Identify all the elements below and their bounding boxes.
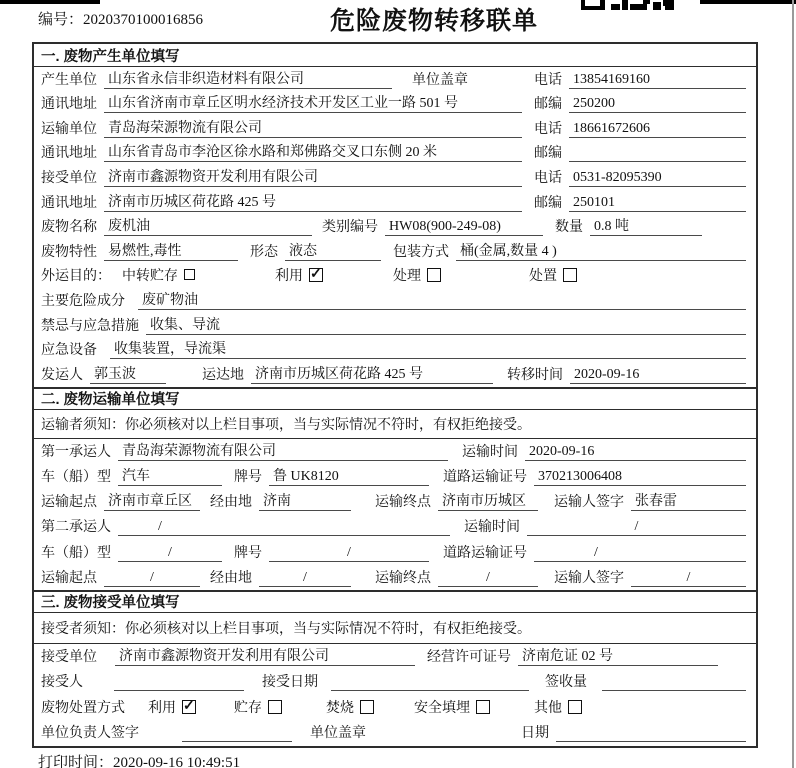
checkbox-icon: [360, 700, 374, 714]
plate-value: 鲁 UK8120: [269, 465, 429, 486]
disposal-option-other: [534, 697, 582, 717]
checkbox-label: 贮存: [234, 700, 262, 716]
phone-label: 电话: [534, 170, 562, 186]
road-permit2-value: /: [534, 545, 746, 562]
packing-label: 包装方式: [393, 244, 449, 260]
route2-row: [34, 565, 756, 590]
origin2-value: /: [104, 570, 200, 587]
transporter-address-row: [34, 141, 756, 166]
checkbox-icon: [268, 700, 282, 714]
license-value: 济南危证 02 号: [518, 645, 718, 666]
leader-signature-value: [182, 725, 292, 742]
serial-number: [38, 8, 203, 29]
form-state-label: 形态: [250, 244, 278, 260]
unit-seal-label: 单位盖章: [412, 72, 468, 88]
address-label: 通讯地址: [41, 195, 97, 211]
waste-name-row: [34, 215, 756, 240]
producer-zip-value: 250200: [569, 96, 746, 113]
checkbox-icon: [427, 268, 441, 282]
purpose-option-treat: [393, 265, 441, 285]
road-permit-value: 370213006408: [534, 469, 746, 486]
first-carrier-row: [34, 439, 756, 464]
receiver-phone-group: [534, 167, 746, 187]
section1-header: 一. 废物产生单位填写: [34, 44, 756, 67]
serial-label: 编号：: [38, 12, 84, 28]
transport-time-label: 运输时间: [462, 444, 518, 460]
transfer-purpose-row: [34, 264, 756, 289]
accept-date-label: 接受日期: [262, 675, 318, 691]
plate-label: 牌号: [234, 470, 262, 486]
via-label: 经由地: [210, 570, 252, 586]
purpose-option-utilize: [275, 265, 323, 285]
first-carrier-value: 青岛海荣源物流有限公司: [118, 440, 448, 461]
endpoint-label: 运输终点: [375, 495, 431, 511]
purpose-option-dispose: [529, 265, 577, 285]
carrier-signature-label: 运输人签字: [554, 570, 624, 586]
emergency-equipment-value: 收集装置，导流渠: [110, 338, 746, 359]
section3-header: 三. 废物接受单位填写: [34, 590, 756, 613]
address-label: 通讯地址: [41, 146, 97, 162]
taboo-measures-label: 禁忌与应急措施: [41, 318, 139, 334]
waste-traits-row: [34, 239, 756, 264]
transporter-zip-group: [534, 142, 746, 162]
qr-code-fragment-icon: [581, 0, 674, 10]
road-permit-label: 道路运输证号: [443, 470, 527, 486]
zip-label: 邮编: [534, 146, 562, 162]
producer-phone-value: 13854169160: [569, 72, 746, 89]
checkbox-label: 安全填埋: [414, 700, 470, 716]
route-row: [34, 489, 756, 514]
sign-date-value: [556, 725, 746, 742]
destination-value: 济南市历城区荷花路 425 号: [251, 363, 493, 384]
receiver-zip-value: 250101: [569, 195, 746, 212]
carrier-signature-label: 运输人签字: [554, 495, 624, 511]
phone-label: 电话: [534, 72, 562, 88]
hazard-components-value: 废矿物油: [138, 289, 746, 310]
waste-traits-label: 废物特性: [41, 244, 97, 260]
sign-date-label: 日期: [521, 726, 549, 742]
form-title: 危险废物转移联单: [330, 7, 539, 35]
recipient-value: [114, 674, 244, 691]
category-label: 类别编号: [322, 220, 378, 236]
road-permit-label: 道路运输证号: [443, 545, 527, 561]
taboo-measures-value: 收集、导流: [146, 314, 746, 335]
checkbox-label: 焚烧: [326, 700, 354, 716]
producer-address-row: [34, 92, 756, 117]
via-value: 济南: [259, 490, 351, 511]
receiver-address-row: [34, 190, 756, 215]
packing-value: 桶(金属,数量 4 ): [456, 240, 746, 261]
producer-phone-group: [534, 69, 746, 89]
transfer-time-label: 转移时间: [507, 367, 563, 383]
endpoint2-value: /: [438, 570, 538, 587]
checkbox-label: 其他: [534, 700, 562, 716]
receiver-phone-value: 0531-82095390: [569, 170, 746, 187]
producer-row: [34, 67, 756, 92]
unit-seal-label: 单位盖章: [310, 726, 366, 742]
transporter-notice: 运输者须知：你必须核对以上栏目事项，当与实际情况不符时，有权拒绝接受。: [34, 410, 756, 439]
producer-zip-group: [534, 93, 746, 113]
transporter-value: 青岛海荣源物流有限公司: [104, 117, 522, 138]
hazard-components-row: [34, 288, 756, 313]
sender-row: [34, 362, 756, 387]
waste-name-value: 废机油: [104, 215, 312, 236]
disposal-method-label: 废物处置方式: [41, 700, 125, 716]
checkbox-label: 利用: [148, 700, 176, 716]
checkbox-checked-icon: [309, 268, 323, 282]
vehicle-type-label: 车（船）型: [41, 545, 111, 561]
endpoint-value: 济南市历城区: [438, 490, 538, 511]
transporter-phone-value: 18661672606: [569, 121, 746, 138]
plate-label: 牌号: [234, 545, 262, 561]
quantity-value: 0.8 吨: [590, 215, 702, 236]
transporter-address-value: 山东省青岛市李沧区徐水路和郑佛路交叉口东侧 20 米: [104, 141, 522, 162]
origin-label: 运输起点: [41, 495, 97, 511]
origin-label: 运输起点: [41, 570, 97, 586]
hazard-components-label: 主要危险成分: [41, 293, 125, 309]
phone-label: 电话: [534, 121, 562, 137]
second-carrier-value: /: [118, 519, 450, 536]
receiver-row: [34, 165, 756, 190]
checkbox-label: 处置: [529, 269, 557, 285]
waste-name-label: 废物名称: [41, 220, 97, 236]
accept-unit-row: [34, 644, 756, 669]
destination-label: 运达地: [202, 367, 244, 383]
category-value: HW08(900-249-08): [385, 219, 543, 236]
disposal-option-store: [234, 697, 282, 717]
section2-header: 二. 废物运输单位填写: [34, 387, 756, 410]
serial-value: 2020370100016856: [83, 12, 204, 28]
producer-address-value: 山东省济南市章丘区明水经济技术开发区工业一路 501 号: [104, 92, 522, 113]
via-label: 经由地: [210, 495, 252, 511]
receiver-label: 接受单位: [41, 170, 97, 186]
scan-edge-line: [792, 0, 794, 768]
scan-artifact-bar-right: [700, 0, 796, 4]
plate2-value: /: [269, 545, 429, 562]
recipient-label: 接受人: [41, 675, 83, 691]
vehicle-type-label: 车（船）型: [41, 470, 111, 486]
accept-date-value: [331, 674, 529, 691]
second-carrier-row: [34, 514, 756, 539]
transport-time2-value: /: [527, 519, 746, 536]
via2-value: /: [259, 570, 351, 587]
transporter-row: [34, 116, 756, 141]
signed-amount-value: [602, 674, 746, 691]
transfer-time-value: 2020-09-16: [570, 367, 746, 384]
carrier-signature-value: 张春雷: [631, 490, 746, 511]
checkbox-icon: [476, 700, 490, 714]
vehicle2-row: [34, 539, 756, 564]
checkbox-checked-icon: [182, 700, 196, 714]
vehicle-type-value: 汽车: [118, 465, 222, 486]
receiver-address-value: 济南市历城区荷花路 425 号: [104, 191, 522, 212]
checkbox-icon: [563, 268, 577, 282]
receiver-zip-group: [534, 192, 746, 212]
origin-value: 济南市章丘区: [104, 490, 200, 511]
transfer-form-table: [32, 42, 758, 748]
vehicle-type2-value: /: [118, 545, 222, 562]
receiver-notice: 接受者须知：你必须核对以上栏目事项，当与实际情况不符时，有权拒绝接受。: [34, 613, 756, 644]
checkbox-label: 处理: [393, 269, 421, 285]
emergency-equipment-label: 应急设备: [41, 343, 97, 359]
taboo-measures-row: [34, 313, 756, 338]
transporter-label: 运输单位: [41, 121, 97, 137]
print-time: [38, 751, 240, 768]
disposal-option-landfill: [414, 697, 490, 717]
checkbox-icon: [184, 269, 195, 280]
carrier-signature2-value: /: [631, 570, 746, 587]
producer-value: 山东省永信非织造材料有限公司: [104, 68, 392, 89]
signed-amount-label: 签收量: [545, 675, 587, 691]
producer-label: 产生单位: [41, 72, 97, 88]
sender-label: 发运人: [41, 367, 83, 383]
print-time-label: 打印时间：: [38, 755, 114, 768]
checkbox-label: 中转贮存: [122, 269, 178, 285]
emergency-equipment-row: [34, 338, 756, 363]
receiver-value: 济南市鑫源物资开发利用有限公司: [104, 166, 522, 187]
first-carrier-label: 第一承运人: [41, 444, 111, 460]
disposal-option-incinerate: [326, 697, 374, 717]
waste-traits-value: 易燃性,毒性: [104, 240, 238, 261]
scan-artifact-bar-left: [0, 0, 100, 4]
vehicle-row: [34, 464, 756, 489]
transfer-purpose-label: 外运目的：: [41, 269, 111, 285]
purpose-option-storage: [122, 265, 195, 285]
form-state-value: 液态: [285, 240, 381, 261]
disposal-method-row: [34, 694, 756, 719]
zip-label: 邮编: [534, 97, 562, 113]
transporter-zip-value: [569, 145, 746, 162]
quantity-label: 数量: [555, 220, 583, 236]
accept-unit-label: 接受单位: [41, 650, 97, 666]
transporter-phone-group: [534, 118, 746, 138]
print-time-value: 2020-09-16 10:49:51: [113, 755, 241, 768]
accept-unit-value: 济南市鑫源物资开发利用有限公司: [115, 645, 415, 666]
transport-time-label: 运输时间: [464, 520, 520, 536]
license-label: 经营许可证号: [427, 650, 511, 666]
endpoint-label: 运输终点: [375, 570, 431, 586]
sender-value: 郭玉波: [90, 363, 166, 384]
recipient-row: [34, 669, 756, 694]
second-carrier-label: 第二承运人: [41, 520, 111, 536]
checkbox-label: 利用: [275, 269, 303, 285]
address-label: 通讯地址: [41, 97, 97, 113]
checkbox-icon: [568, 700, 582, 714]
zip-label: 邮编: [534, 195, 562, 211]
leader-signature-label: 单位负责人签字: [41, 726, 139, 742]
transport-time-value: 2020-09-16: [525, 444, 746, 461]
disposal-option-utilize: [148, 697, 196, 717]
leader-signature-row: [34, 720, 756, 745]
